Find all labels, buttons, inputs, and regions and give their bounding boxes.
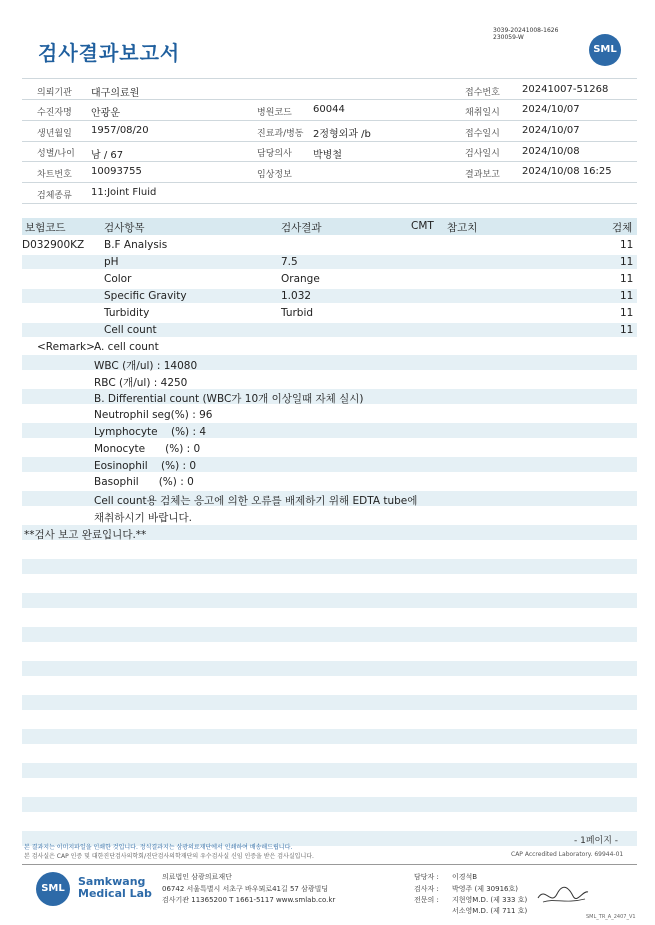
row-result: 7.5 bbox=[281, 256, 298, 268]
remark-line: A. cell count bbox=[94, 341, 159, 353]
staff-value: 이경석B bbox=[452, 873, 478, 881]
info-label: 생년월일 bbox=[37, 129, 72, 139]
stripe bbox=[22, 763, 637, 778]
department: 2정형외과 /b bbox=[313, 129, 371, 140]
header-result: 검사결과 bbox=[281, 222, 322, 234]
staff-value: 지현영M.D. (제 333 호) bbox=[452, 896, 528, 904]
info-label: 채취일시 bbox=[465, 108, 500, 118]
staff-label: 검사자 : bbox=[414, 885, 439, 893]
report-complete: **검사 보고 완료입니다.** bbox=[24, 529, 147, 541]
hospital-code: 60044 bbox=[313, 104, 345, 115]
address: 06742 서울특별시 서초구 바우뫼로41길 57 삼광빌딩 bbox=[162, 885, 329, 893]
staff-label: 담당자 : bbox=[414, 873, 439, 881]
stripe bbox=[22, 695, 637, 710]
header-item: 검사항목 bbox=[104, 222, 145, 234]
info-label: 결과보고 bbox=[465, 170, 500, 180]
stripe bbox=[22, 797, 637, 812]
cap-accreditation: CAP Accredited Laboratory. 69944-01 bbox=[511, 851, 624, 858]
row-item: B.F Analysis bbox=[104, 239, 168, 251]
remark-line: Basophil (%) : 0 bbox=[94, 476, 194, 488]
info-label: 진료과/병동 bbox=[257, 129, 304, 139]
row-specimen: 11 bbox=[620, 239, 634, 251]
remark-line: 채취하시기 바랍니다. bbox=[94, 512, 192, 524]
staff-value: 서소영M.D. (제 711 호) bbox=[452, 907, 528, 915]
info-label: 수진자명 bbox=[37, 108, 72, 118]
sex-age: 남 / 67 bbox=[91, 150, 124, 161]
info-label: 병원코드 bbox=[257, 108, 292, 118]
test-date: 2024/10/08 bbox=[522, 146, 580, 157]
remark-line: RBC (개/ul) : 4250 bbox=[94, 377, 188, 389]
row-result: Turbid bbox=[281, 307, 314, 319]
staff-value: 박영주 (제 30916호) bbox=[452, 885, 518, 893]
header-code: 보험코드 bbox=[25, 222, 66, 234]
info-value: 대구의료원 bbox=[91, 88, 140, 99]
organization: 의료법인 삼광의료재단 bbox=[162, 873, 232, 881]
remark-line: Neutrophil seg(%) : 96 bbox=[94, 409, 213, 421]
info-label: 접수번호 bbox=[465, 88, 500, 98]
header-specimen: 검체 bbox=[612, 222, 633, 234]
form-code: SML_TR_A_2407_V1 bbox=[586, 914, 636, 920]
info-label: 임상정보 bbox=[257, 170, 292, 180]
info-label: 성별/나이 bbox=[37, 149, 75, 159]
row-item: Specific Gravity bbox=[104, 290, 187, 302]
row-result: Orange bbox=[281, 273, 320, 285]
info-label: 접수일시 bbox=[465, 129, 500, 139]
page-number: - 1페이지 - bbox=[574, 836, 619, 846]
stripe bbox=[22, 661, 637, 676]
birth-date: 1957/08/20 bbox=[91, 125, 149, 136]
stripe bbox=[22, 729, 637, 744]
divider bbox=[22, 203, 637, 204]
patient-name: 안광운 bbox=[91, 108, 120, 119]
row-item: Turbidity bbox=[104, 307, 150, 319]
report-title: 검사결과보고서 bbox=[38, 41, 181, 65]
remark-line: WBC (개/ul) : 14080 bbox=[94, 360, 198, 372]
row-specimen: 11 bbox=[620, 256, 634, 268]
info-label: 검체종류 bbox=[37, 191, 72, 201]
document-number: 3039-20241008-1626 230059-W bbox=[493, 27, 559, 41]
divider bbox=[22, 161, 637, 162]
remark-line: Cell count용 검체는 응고에 의한 오류를 배제하기 위해 EDTA tube에 bbox=[94, 495, 418, 507]
signature-icon bbox=[535, 880, 590, 908]
report-date: 2024/10/08 16:25 bbox=[522, 166, 612, 177]
remark-line: B. Differential count (WBC가 10개 이상일때 자체 실시) bbox=[94, 393, 364, 405]
chart-number: 10093755 bbox=[91, 166, 142, 177]
stripe bbox=[22, 593, 637, 608]
contact: 검사기관 11365200 T 1661-5117 www.smlab.co.kr bbox=[162, 896, 336, 904]
info-label: 검사일시 bbox=[465, 149, 500, 159]
header-reference: 참고치 bbox=[447, 222, 478, 234]
sml-footer-logo: SML bbox=[36, 872, 70, 906]
footer-note: 본 검사실은 CAP 인증 및 대한진단검사의학회/진단검사의학재단의 우수검사실 신임 인증을 받은 검사실입니다. bbox=[24, 853, 314, 860]
sml-logo: SML bbox=[589, 34, 621, 66]
remark-line: Eosinophil (%) : 0 bbox=[94, 460, 197, 472]
info-label: 차트번호 bbox=[37, 170, 72, 180]
divider bbox=[22, 78, 637, 79]
collection-date: 2024/10/07 bbox=[522, 104, 580, 115]
header-cmt: CMT bbox=[411, 220, 434, 232]
row-code: D032900KZ bbox=[22, 239, 85, 251]
remark-line: Monocyte (%) : 0 bbox=[94, 443, 201, 455]
row-item: pH bbox=[104, 256, 119, 268]
row-specimen: 11 bbox=[620, 307, 634, 319]
brand-name: Samkwang Medical Lab bbox=[78, 875, 152, 900]
info-label: 의뢰기관 bbox=[37, 88, 72, 98]
doctor: 박병철 bbox=[313, 150, 342, 161]
specimen-type: 11:Joint Fluid bbox=[91, 187, 157, 198]
divider bbox=[22, 120, 637, 121]
stripe bbox=[22, 627, 637, 642]
staff-label: 전문의 : bbox=[414, 896, 439, 904]
footer-note: 본 결과지는 이미지파일을 인쇄한 것입니다. 정식결과지는 삼광의료재단에서 인쇄하여 배송해드립니다. bbox=[24, 844, 293, 851]
remark-line: Lymphocyte (%) : 4 bbox=[94, 426, 207, 438]
row-specimen: 11 bbox=[620, 290, 634, 302]
row-item: Color bbox=[104, 273, 132, 285]
receipt-date: 2024/10/07 bbox=[522, 125, 580, 136]
divider bbox=[22, 182, 637, 183]
row-result: 1.032 bbox=[281, 290, 312, 302]
row-specimen: 11 bbox=[620, 273, 634, 285]
divider bbox=[22, 99, 637, 100]
row-specimen: 11 bbox=[620, 324, 634, 336]
info-label: 담당의사 bbox=[257, 149, 292, 159]
remark-label: <Remark> bbox=[37, 341, 95, 353]
divider bbox=[22, 864, 637, 865]
stripe bbox=[22, 559, 637, 574]
receipt-number: 20241007-51268 bbox=[522, 84, 609, 95]
divider bbox=[22, 141, 637, 142]
row-item: Cell count bbox=[104, 324, 157, 336]
